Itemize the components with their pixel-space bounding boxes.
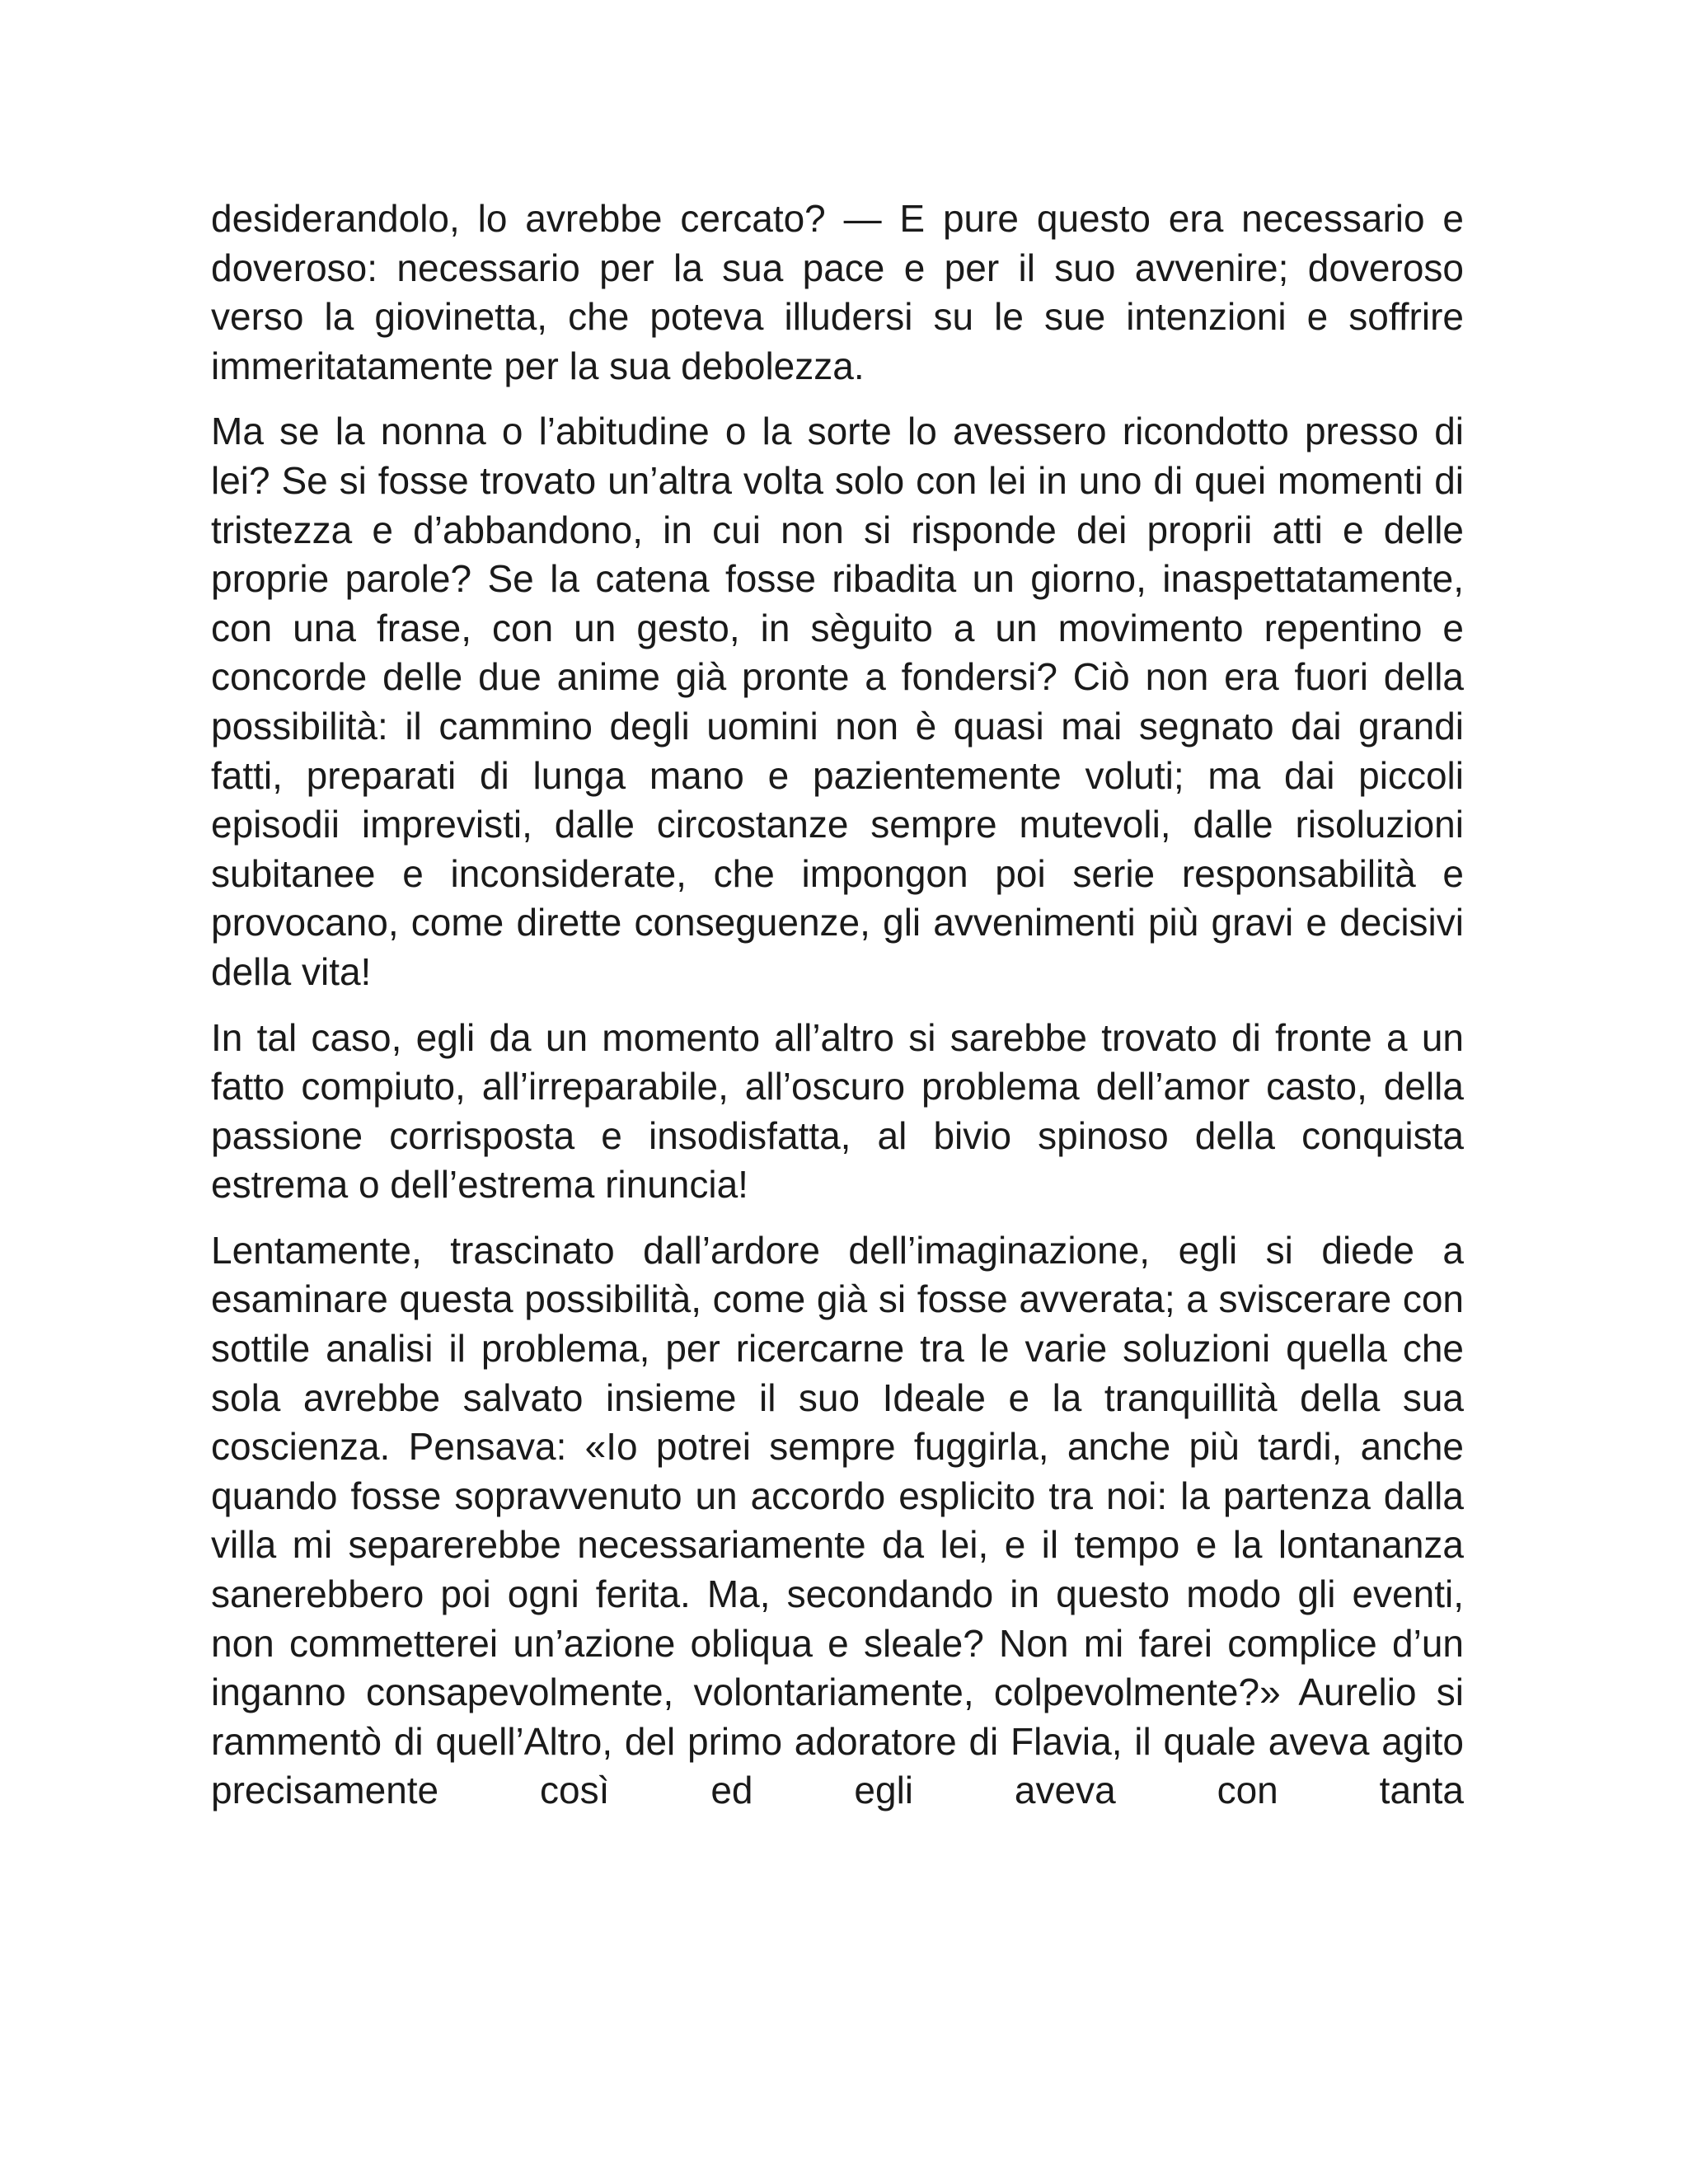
paragraph-4: Lentamente, trascinato dall’ardore dell’imaginazione, egli si diede a esaminare questa possibilità, come già si fosse avverata; a sviscerare con sottile analisi il problema, per ricercarne tra le varie soluzioni quella che sola avrebbe salvato insieme il suo Ideale e la tranquillità della sua coscienza. Pensava: «Io potrei sempre fuggirla, anche più tardi, anche quando fosse sopravvenuto un accordo esplicito tra noi: la partenza dalla villa mi separerebbe necessariamente da lei, e il tempo e la lontananza sanerebbero poi ogni ferita. Ma, secondando in questo modo gli eventi, non commetterei un’azione obliqua e sleale? Non mi farei complice d’un inganno consapevolmente, volontariamente, colpevolmente?» Aurelio si rammentò di quell’Altro, del primo adoratore di Flavia, il quale aveva agito precisamente così ed egli aveva con tanta: [211, 1228, 1464, 1812]
paragraph-1: desiderandolo, lo avrebbe cercato? — E pure questo era necessario e doveroso: necessario per la sua pace e per il suo avvenire; doveroso verso la giovinetta, che poteva illudersi su le sue intenzioni e soffrire immeritatamente per la sua debolezza.: [211, 197, 1464, 387]
body-text: [211, 194, 1464, 1832]
paragraph-3: In tal caso, egli da un momento all’altro si sarebbe trovato di fronte a un fatto compiuto, all’irreparabile, all’oscuro problema dell’amor casto, della passione corrisposta e insodisfatta, al bivio spinoso della conquista estrema o dell’estrema rinuncia!: [211, 1015, 1464, 1207]
paragraph-2: Ma se la nonna o l’abitudine o la sorte lo avessero ricondotto presso di lei? Se si fosse trovato un’altra volta solo con lei in uno di quei momenti di tristezza e d’abbandono, in cui non si risponde dei proprii atti e delle proprie parole? Se la catena fosse ribadita un giorno, inaspettatamente, con una frase, con un gesto, in sèguito a un movimento repentino e concorde delle due anime già pronte a fondersi? Ciò non era fuori della possibilità: il cammino degli uomini non è quasi mai segnato dai grandi fatti, preparati di lunga mano e pazientemente voluti; ma dai piccoli episodii imprevisti, dalle circostanze sempre mutevoli, dalle risoluzioni subitanee e inconsiderate, che impongon poi serie responsabilità e provocano, come dirette conseguenze, gli avvenimenti più gravi e decisivi della vita!: [211, 410, 1464, 993]
